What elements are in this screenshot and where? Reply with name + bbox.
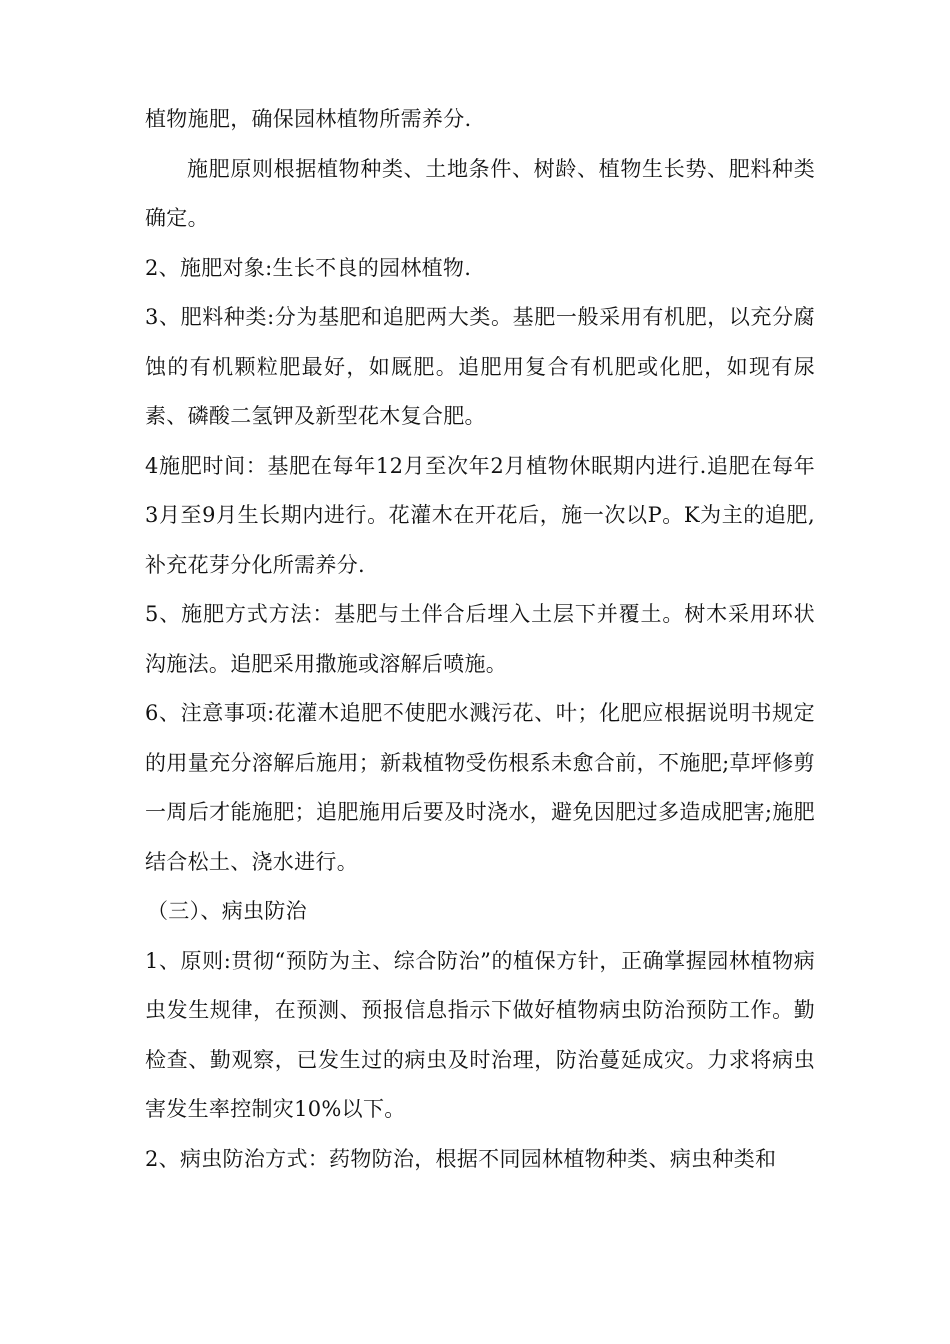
paragraph-fertilizing-time: 4施肥时间：基肥在每年12月至次年2月植物休眠期内进行.追肥在每年3月至9月生长期内进行。花灌木在开花后，施一次以P。K为主的追肥,补充花芽分化所需养分. (145, 453, 816, 577)
document-body (145, 95, 815, 1184)
paragraph-fertilizing-notes: 6、注意事项:花灌木追肥不使肥水溅污花、叶；化肥应根据说明书规定的用量充分溶解后施用；新栽植物受伤根系未愈合前，不施肥;草坪修剪一周后才能施肥；追肥施用后要及时浇水，避免因肥过多造成肥害;施肥结合松土、浇水进行。 (145, 701, 815, 874)
paragraph-fertilizing-target: 2、施肥对象:生长不良的园林植物. (145, 255, 472, 280)
section-heading-pest-control: （三）、病虫防治 (147, 899, 307, 923)
paragraph-pest-method: 2、病虫防治方式：药物防治，根据不同园林植物种类、病虫种类和 (145, 1146, 777, 1171)
paragraph-fertilizing-intro: 植物施肥，确保园林植物所需养分. (145, 107, 472, 131)
paragraph-fertilizing-principle: 施肥原则根据植物种类、土地条件、树龄、植物生长势、肥料种类确定。 (145, 156, 815, 230)
paragraph-fertilizer-types: 3、肥料种类:分为基肥和追肥两大类。基肥一般采用有机肥，以充分腐蚀的有机颗粒肥最好，如厩肥。追肥用复合有机肥或化肥，如现有尿素、磷酸二氢钾及新型花木复合肥。 (145, 305, 815, 428)
paragraph-pest-principle: 1、原则:贯彻“预防为主、综合防治”的植保方针，正确掌握园林植物病虫发生规律，在预测、预报信息指示下做好植物病虫防治预防工作。勤检查、勤观察，已发生过的病虫及时治理，防治蔓延成灾。力求将病虫害发生率控制灾10%以下。 (145, 948, 815, 1121)
paragraph-fertilizing-method: 5、施肥方式方法：基肥与土伴合后埋入土层下并覆土。树木采用环状沟施法。追肥采用撒施或溶解后喷施。 (145, 602, 815, 676)
